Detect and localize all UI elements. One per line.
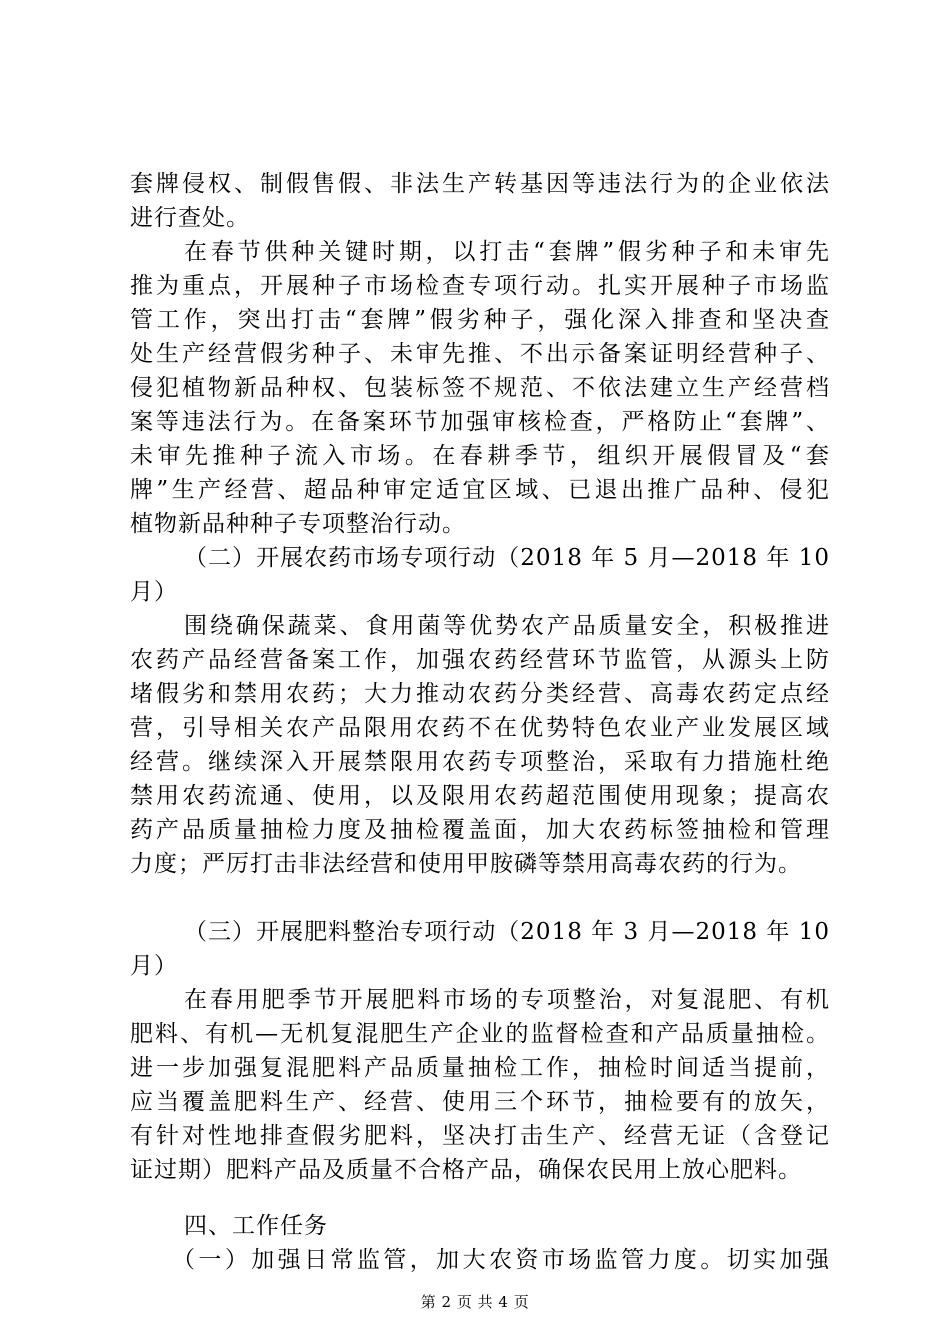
body-text-line: 有针对性地排查假劣肥料，坚决打击生产、经营无证（含登记 bbox=[130, 1123, 830, 1149]
section-heading-work-tasks: 四、工作任务 bbox=[184, 1213, 328, 1239]
body-text-line: 证过期）肥料产品及质量不合格产品，确保农民用上放心肥料。 bbox=[130, 1157, 802, 1183]
body-text-line: 推为重点，开展种子市场检查专项行动。扎实开展种子市场监 bbox=[130, 273, 830, 299]
page-number-footer: 第 2 页 共 4 页 bbox=[420, 1293, 530, 1311]
body-text-line: 力度；严厉打击非法经营和使用甲胺磷等禁用高毒农药的行为。 bbox=[130, 851, 802, 877]
section-heading-continuation: 月） bbox=[130, 953, 178, 979]
body-text-line: 植物新品种种子专项整治行动。 bbox=[130, 511, 466, 537]
paragraph-pesticide-first-line: 围绕确保蔬菜、食用菌等优势农产品质量安全，积极推进 bbox=[184, 613, 830, 639]
body-text-line: 经营。继续深入开展禁限用农药专项整治，采取有力措施杜绝 bbox=[130, 749, 830, 775]
body-text-line: 管工作，突出打击“套牌”假劣种子，强化深入排查和坚决查 bbox=[130, 307, 830, 333]
body-text-line: 处生产经营假劣种子、未审先推、不出示备案证明经营种子、 bbox=[130, 341, 830, 367]
body-text-line: 药产品质量抽检力度及抽检覆盖面，加大农药标签抽检和管理 bbox=[130, 817, 830, 843]
section-heading-pesticide: （二）开展农药市场专项行动（2018 年 5 月—2018 年 10 bbox=[184, 545, 830, 571]
body-text-line: 堵假劣和禁用农药；大力推动农药分类经营、高毒农药定点经 bbox=[130, 681, 830, 707]
body-text-line: 未审先推种子流入市场。在春耕季节，组织开展假冒及“套 bbox=[130, 443, 830, 469]
body-text-line: 营，引导相关农产品限用农药不在优势特色农业产业发展区域 bbox=[130, 715, 830, 741]
body-text-line: 案等违法行为。在备案环节加强审核检查，严格防止“套牌”、 bbox=[130, 409, 830, 435]
section-heading-fertilizer: （三）开展肥料整治专项行动（2018 年 3 月—2018 年 10 bbox=[184, 919, 830, 945]
body-text-line: 进行查处。 bbox=[130, 205, 250, 231]
body-text-line: 牌”生产经营、超品种审定适宜区域、已退出推广品种、侵犯 bbox=[130, 477, 830, 503]
body-text-line: 禁用农药流通、使用，以及限用农药超范围使用现象；提高农 bbox=[130, 783, 830, 809]
body-text-line: 进一步加强复混肥料产品质量抽检工作，抽检时间适当提前， bbox=[130, 1055, 830, 1081]
body-text-line: 应当覆盖肥料生产、经营、使用三个环节，抽检要有的放矢， bbox=[130, 1089, 830, 1115]
body-text-line: 肥料、有机—无机复混肥生产企业的监督检查和产品质量抽检。 bbox=[130, 1021, 830, 1047]
body-text-line: 侵犯植物新品种权、包装标签不规范、不依法建立生产经营档 bbox=[130, 375, 830, 401]
paragraph-fertilizer-first-line: 在春用肥季节开展肥料市场的专项整治，对复混肥、有机 bbox=[184, 987, 830, 1013]
section-heading-continuation: 月） bbox=[130, 579, 178, 605]
body-text-line: 套牌侵权、制假售假、非法生产转基因等违法行为的企业依法 bbox=[130, 171, 830, 197]
body-text-line: 农药产品经营备案工作，加强农药经营环节监管，从源头上防 bbox=[130, 647, 830, 673]
subsection-heading-daily-supervision: （一）加强日常监管，加大农资市场监管力度。切实加强 bbox=[172, 1247, 830, 1273]
paragraph-seed-first-line: 在春节供种关键时期，以打击“套牌”假劣种子和未审先 bbox=[184, 239, 830, 265]
